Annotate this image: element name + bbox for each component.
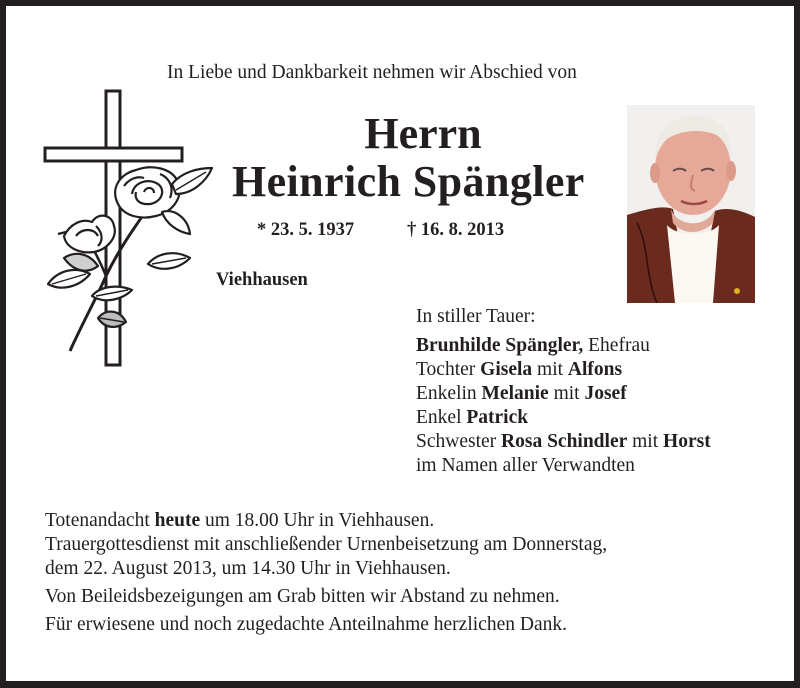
mourner-row: Enkelin Melanie mit Josef [416, 383, 627, 404]
condolence-note: Von Beileidsbezeigungen am Grab bitten wir Abstand zu nehmen. [45, 586, 560, 607]
mourner-row: im Namen aller Verwandten [416, 455, 635, 476]
service-details [45, 509, 607, 637]
mourners-heading: In stiller Tauer: [416, 306, 536, 327]
funeral-date-line: dem 22. August 2013, um 14.30 Uhr in Viehhausen. [45, 558, 451, 579]
deceased-name: Heinrich Spängler [232, 157, 585, 206]
salutation: Herrn [364, 109, 482, 158]
rose-icon [48, 167, 212, 351]
mourner-row: Tochter Gisela mit Alfons [416, 359, 623, 380]
funeral-line: Trauergottesdienst mit anschließender Urnenbeisetzung am Donnerstag, [45, 534, 608, 555]
death-date: † 16. 8. 2013 [407, 220, 505, 240]
thanks-note: Für erwiesene und noch zugedachte Anteilnahme herzlichen Dank. [45, 614, 567, 635]
intro-text: In Liebe und Dankbarkeit nehmen wir Abschied von [167, 62, 577, 83]
wake-line: Totenandacht heute um 18.00 Uhr in Viehhausen. [45, 510, 435, 531]
mourner-row: Schwester Rosa Schindler mit Horst [416, 431, 711, 452]
mourner-row: Enkel Patrick [416, 407, 529, 428]
hometown: Viehhausen [216, 270, 308, 290]
mourner-row: Brunhilde Spängler, Ehefrau [416, 335, 650, 356]
mourners-list [416, 334, 711, 478]
portrait-photo [627, 105, 755, 303]
birth-date: * 23. 5. 1937 [257, 220, 355, 240]
